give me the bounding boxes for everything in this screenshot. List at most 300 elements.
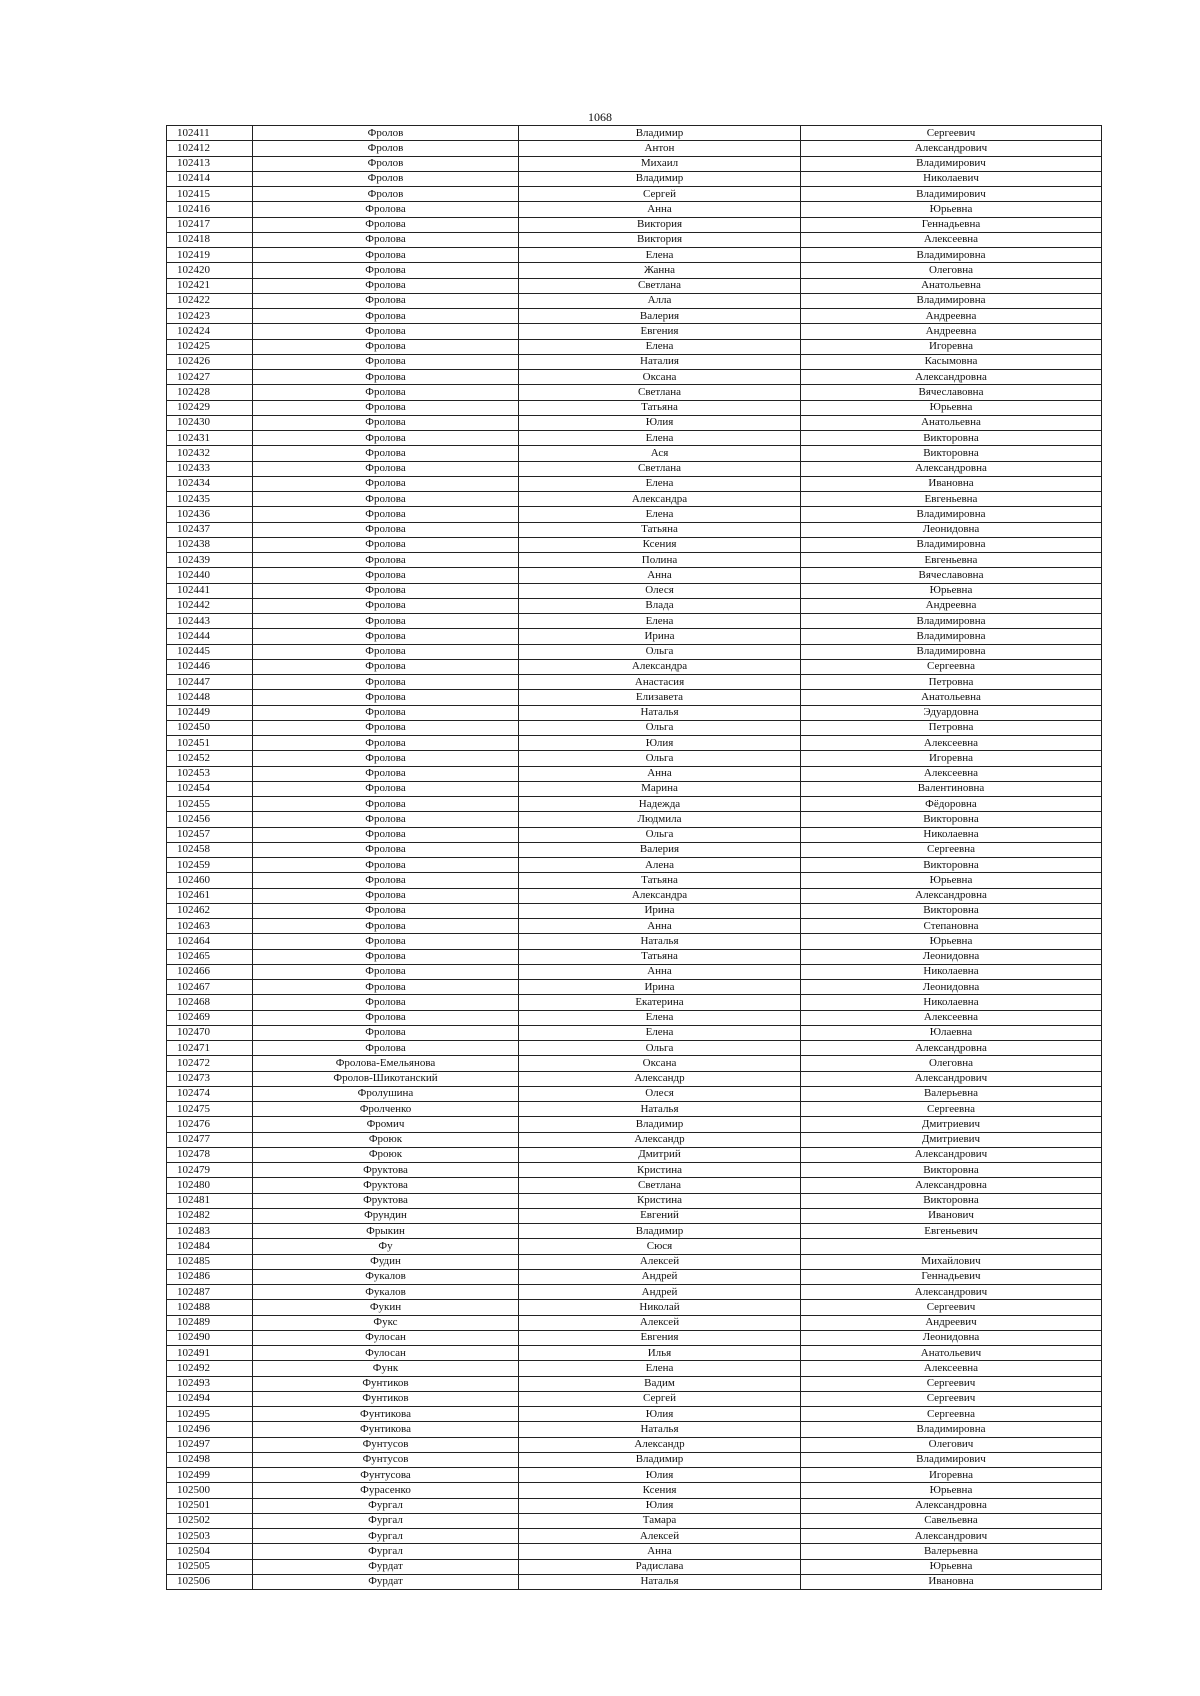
table-row bbox=[167, 659, 1102, 674]
first-name-cell: Татьяна bbox=[519, 949, 801, 964]
record-number-cell: 102427 bbox=[167, 370, 253, 385]
table-row bbox=[167, 1498, 1102, 1513]
last-name-cell: Фукс bbox=[253, 1315, 519, 1330]
record-number-cell: 102483 bbox=[167, 1224, 253, 1239]
patronymic-cell: Николаевна bbox=[801, 827, 1102, 842]
last-name-cell: Фролова bbox=[253, 614, 519, 629]
last-name-cell: Фролова bbox=[253, 461, 519, 476]
patronymic-cell: Олегович bbox=[801, 1437, 1102, 1452]
record-number-cell: 102416 bbox=[167, 202, 253, 217]
patronymic-cell: Николаевна bbox=[801, 995, 1102, 1010]
table-row bbox=[167, 385, 1102, 400]
table-row bbox=[167, 1422, 1102, 1437]
table-row bbox=[167, 903, 1102, 918]
last-name-cell: Фролова bbox=[253, 598, 519, 613]
first-name-cell: Анна bbox=[519, 568, 801, 583]
first-name-cell: Александра bbox=[519, 659, 801, 674]
patronymic-cell: Александрович bbox=[801, 141, 1102, 156]
record-number-cell: 102471 bbox=[167, 1041, 253, 1056]
last-name-cell: Фрыкин bbox=[253, 1224, 519, 1239]
patronymic-cell: Михайлович bbox=[801, 1254, 1102, 1269]
patronymic-cell: Юрьевна bbox=[801, 1483, 1102, 1498]
last-name-cell: Фролова bbox=[253, 553, 519, 568]
record-number-cell: 102422 bbox=[167, 293, 253, 308]
first-name-cell: Сергей bbox=[519, 187, 801, 202]
last-name-cell: Фролова bbox=[253, 278, 519, 293]
last-name-cell: Фромич bbox=[253, 1117, 519, 1132]
table-row bbox=[167, 873, 1102, 888]
table-row bbox=[167, 415, 1102, 430]
patronymic-cell: Анатольевна bbox=[801, 415, 1102, 430]
record-number-cell: 102482 bbox=[167, 1208, 253, 1223]
patronymic-cell: Леонидовна bbox=[801, 949, 1102, 964]
patronymic-cell: Юрьевна bbox=[801, 202, 1102, 217]
record-number-cell: 102498 bbox=[167, 1452, 253, 1467]
first-name-cell: Елена bbox=[519, 339, 801, 354]
last-name-cell: Фролова bbox=[253, 476, 519, 491]
first-name-cell: Наталья bbox=[519, 705, 801, 720]
table-row bbox=[167, 1346, 1102, 1361]
last-name-cell: Фрундин bbox=[253, 1208, 519, 1223]
table-row bbox=[167, 400, 1102, 415]
patronymic-cell: Владимировна bbox=[801, 507, 1102, 522]
first-name-cell: Наталья bbox=[519, 1422, 801, 1437]
record-number-cell: 102428 bbox=[167, 385, 253, 400]
patronymic-cell: Валентиновна bbox=[801, 781, 1102, 796]
patronymic-cell: Игоревна bbox=[801, 339, 1102, 354]
last-name-cell: Фролова bbox=[253, 797, 519, 812]
record-number-cell: 102418 bbox=[167, 232, 253, 247]
first-name-cell: Евгения bbox=[519, 1330, 801, 1345]
first-name-cell: Александра bbox=[519, 888, 801, 903]
first-name-cell: Марина bbox=[519, 781, 801, 796]
first-name-cell: Елена bbox=[519, 614, 801, 629]
last-name-cell: Фролова bbox=[253, 339, 519, 354]
last-name-cell: Фролова bbox=[253, 1041, 519, 1056]
table-row bbox=[167, 934, 1102, 949]
table-row bbox=[167, 278, 1102, 293]
first-name-cell: Наталия bbox=[519, 354, 801, 369]
patronymic-cell: Николаевна bbox=[801, 964, 1102, 979]
patronymic-cell: Андреевич bbox=[801, 1315, 1102, 1330]
first-name-cell: Виктория bbox=[519, 217, 801, 232]
last-name-cell: Фролова bbox=[253, 248, 519, 263]
last-name-cell: Фролов bbox=[253, 187, 519, 202]
last-name-cell: Фролова bbox=[253, 354, 519, 369]
patronymic-cell: Савельевна bbox=[801, 1513, 1102, 1528]
first-name-cell: Елена bbox=[519, 1025, 801, 1040]
first-name-cell: Радислава bbox=[519, 1559, 801, 1574]
table-row bbox=[167, 1025, 1102, 1040]
record-number-cell: 102440 bbox=[167, 568, 253, 583]
first-name-cell: Николай bbox=[519, 1300, 801, 1315]
table-row bbox=[167, 1224, 1102, 1239]
last-name-cell: Фургал bbox=[253, 1544, 519, 1559]
record-number-cell: 102504 bbox=[167, 1544, 253, 1559]
patronymic-cell: Вячеславовна bbox=[801, 568, 1102, 583]
last-name-cell: Фролова bbox=[253, 842, 519, 857]
table-row bbox=[167, 797, 1102, 812]
patronymic-cell: Викторовна bbox=[801, 446, 1102, 461]
last-name-cell: Фролова bbox=[253, 232, 519, 247]
patronymic-cell: Юрьевна bbox=[801, 400, 1102, 415]
record-number-cell: 102425 bbox=[167, 339, 253, 354]
record-number-cell: 102436 bbox=[167, 507, 253, 522]
table-row bbox=[167, 736, 1102, 751]
last-name-cell: Фурасенко bbox=[253, 1483, 519, 1498]
first-name-cell: Екатерина bbox=[519, 995, 801, 1010]
table-row bbox=[167, 980, 1102, 995]
record-number-cell: 102497 bbox=[167, 1437, 253, 1452]
record-number-cell: 102490 bbox=[167, 1330, 253, 1345]
patronymic-cell: Андреевна bbox=[801, 324, 1102, 339]
first-name-cell: Надежда bbox=[519, 797, 801, 812]
table-row bbox=[167, 705, 1102, 720]
first-name-cell: Антон bbox=[519, 141, 801, 156]
table-row bbox=[167, 1071, 1102, 1086]
record-number-cell: 102472 bbox=[167, 1056, 253, 1071]
record-number-cell: 102494 bbox=[167, 1391, 253, 1406]
first-name-cell: Владимир bbox=[519, 171, 801, 186]
table-row bbox=[167, 156, 1102, 171]
patronymic-cell: Владимировна bbox=[801, 293, 1102, 308]
first-name-cell: Анна bbox=[519, 1544, 801, 1559]
table-row bbox=[167, 751, 1102, 766]
record-number-cell: 102423 bbox=[167, 309, 253, 324]
first-name-cell: Оксана bbox=[519, 1056, 801, 1071]
patronymic-cell: Александровна bbox=[801, 1498, 1102, 1513]
record-number-cell: 102485 bbox=[167, 1254, 253, 1269]
first-name-cell: Ирина bbox=[519, 980, 801, 995]
table-row bbox=[167, 324, 1102, 339]
table-row bbox=[167, 888, 1102, 903]
table-row bbox=[167, 431, 1102, 446]
patronymic-cell: Олеговна bbox=[801, 1056, 1102, 1071]
patronymic-cell: Степановна bbox=[801, 919, 1102, 934]
table-row bbox=[167, 781, 1102, 796]
table-row bbox=[167, 1330, 1102, 1345]
table-row bbox=[167, 1483, 1102, 1498]
first-name-cell: Анна bbox=[519, 919, 801, 934]
patronymic-cell: Алексеевна bbox=[801, 232, 1102, 247]
first-name-cell: Юлия bbox=[519, 1468, 801, 1483]
first-name-cell: Валерия bbox=[519, 309, 801, 324]
table-row bbox=[167, 476, 1102, 491]
last-name-cell: Фунтиков bbox=[253, 1391, 519, 1406]
table-row bbox=[167, 644, 1102, 659]
first-name-cell: Олеся bbox=[519, 1086, 801, 1101]
first-name-cell: Ольга bbox=[519, 720, 801, 735]
table-row bbox=[167, 1468, 1102, 1483]
table-row bbox=[167, 1254, 1102, 1269]
first-name-cell: Ксения bbox=[519, 1483, 801, 1498]
record-number-cell: 102477 bbox=[167, 1132, 253, 1147]
record-number-cell: 102438 bbox=[167, 537, 253, 552]
table-row bbox=[167, 827, 1102, 842]
table-row bbox=[167, 842, 1102, 857]
last-name-cell: Фролова bbox=[253, 324, 519, 339]
last-name-cell: Фруктова bbox=[253, 1163, 519, 1178]
patronymic-cell: Владимирович bbox=[801, 187, 1102, 202]
first-name-cell: Наталья bbox=[519, 1102, 801, 1117]
record-number-cell: 102457 bbox=[167, 827, 253, 842]
last-name-cell: Фролова bbox=[253, 492, 519, 507]
last-name-cell: Фролова bbox=[253, 705, 519, 720]
record-number-cell: 102475 bbox=[167, 1102, 253, 1117]
first-name-cell: Светлана bbox=[519, 461, 801, 476]
first-name-cell: Алена bbox=[519, 858, 801, 873]
last-name-cell: Фу bbox=[253, 1239, 519, 1254]
first-name-cell: Влада bbox=[519, 598, 801, 613]
table-row bbox=[167, 598, 1102, 613]
patronymic-cell: Александровна bbox=[801, 1041, 1102, 1056]
table-row bbox=[167, 339, 1102, 354]
record-number-cell: 102463 bbox=[167, 919, 253, 934]
first-name-cell: Андрей bbox=[519, 1269, 801, 1284]
last-name-cell: Фролова bbox=[253, 644, 519, 659]
first-name-cell: Юлия bbox=[519, 1407, 801, 1422]
record-number-cell: 102502 bbox=[167, 1513, 253, 1528]
table-row bbox=[167, 1010, 1102, 1025]
patronymic-cell: Викторовна bbox=[801, 431, 1102, 446]
last-name-cell: Фукин bbox=[253, 1300, 519, 1315]
table-row bbox=[167, 1041, 1102, 1056]
table-row bbox=[167, 1239, 1102, 1254]
first-name-cell: Ася bbox=[519, 446, 801, 461]
last-name-cell: Фролова bbox=[253, 949, 519, 964]
table-row bbox=[167, 1315, 1102, 1330]
table-row bbox=[167, 1269, 1102, 1284]
patronymic-cell: Сергеевна bbox=[801, 1407, 1102, 1422]
table-row bbox=[167, 309, 1102, 324]
record-number-cell: 102469 bbox=[167, 1010, 253, 1025]
patronymic-cell: Алексеевна bbox=[801, 1010, 1102, 1025]
record-number-cell: 102503 bbox=[167, 1529, 253, 1544]
last-name-cell: Фролова bbox=[253, 720, 519, 735]
first-name-cell: Андрей bbox=[519, 1285, 801, 1300]
table-row bbox=[167, 1574, 1102, 1589]
record-number-cell: 102458 bbox=[167, 842, 253, 857]
patronymic-cell: Александрович bbox=[801, 1071, 1102, 1086]
table-row bbox=[167, 446, 1102, 461]
last-name-cell: Фудин bbox=[253, 1254, 519, 1269]
record-number-cell: 102441 bbox=[167, 583, 253, 598]
record-number-cell: 102478 bbox=[167, 1147, 253, 1162]
patronymic-cell: Юрьевна bbox=[801, 873, 1102, 888]
patronymic-cell: Анатольевна bbox=[801, 690, 1102, 705]
patronymic-cell: Евгеньевна bbox=[801, 553, 1102, 568]
patronymic-cell: Александрович bbox=[801, 1285, 1102, 1300]
last-name-cell: Фролова bbox=[253, 736, 519, 751]
last-name-cell: Фунтиков bbox=[253, 1376, 519, 1391]
last-name-cell: Фукалов bbox=[253, 1269, 519, 1284]
patronymic-cell: Анатольевич bbox=[801, 1346, 1102, 1361]
last-name-cell: Фролова bbox=[253, 431, 519, 446]
first-name-cell: Анна bbox=[519, 766, 801, 781]
first-name-cell: Ольга bbox=[519, 644, 801, 659]
patronymic-cell: Вячеславовна bbox=[801, 385, 1102, 400]
record-number-cell: 102484 bbox=[167, 1239, 253, 1254]
patronymic-cell: Сергеевна bbox=[801, 842, 1102, 857]
last-name-cell: Фролушина bbox=[253, 1086, 519, 1101]
table-row bbox=[167, 202, 1102, 217]
patronymic-cell: Александрович bbox=[801, 1147, 1102, 1162]
patronymic-cell: Фёдоровна bbox=[801, 797, 1102, 812]
patronymic-cell: Дмитриевич bbox=[801, 1132, 1102, 1147]
last-name-cell: Фролова bbox=[253, 446, 519, 461]
first-name-cell: Александр bbox=[519, 1132, 801, 1147]
first-name-cell: Алла bbox=[519, 293, 801, 308]
record-number-cell: 102465 bbox=[167, 949, 253, 964]
first-name-cell: Кристина bbox=[519, 1193, 801, 1208]
last-name-cell: Фролова bbox=[253, 309, 519, 324]
last-name-cell: Фролова bbox=[253, 751, 519, 766]
table-row bbox=[167, 187, 1102, 202]
last-name-cell: Фролова bbox=[253, 781, 519, 796]
table-row bbox=[167, 964, 1102, 979]
record-number-cell: 102466 bbox=[167, 964, 253, 979]
table-row bbox=[167, 141, 1102, 156]
last-name-cell: Фролова bbox=[253, 858, 519, 873]
patronymic-cell: Владимировна bbox=[801, 248, 1102, 263]
last-name-cell: Фролов-Шикотанский bbox=[253, 1071, 519, 1086]
first-name-cell: Александра bbox=[519, 492, 801, 507]
record-number-cell: 102414 bbox=[167, 171, 253, 186]
patronymic-cell: Сергеевна bbox=[801, 659, 1102, 674]
first-name-cell: Илья bbox=[519, 1346, 801, 1361]
patronymic-cell: Владимировна bbox=[801, 1422, 1102, 1437]
last-name-cell: Фролова bbox=[253, 873, 519, 888]
first-name-cell: Анастасия bbox=[519, 675, 801, 690]
record-number-cell: 102420 bbox=[167, 263, 253, 278]
table-row bbox=[167, 1544, 1102, 1559]
record-number-cell: 102454 bbox=[167, 781, 253, 796]
last-name-cell: Фролова bbox=[253, 537, 519, 552]
record-number-cell: 102501 bbox=[167, 1498, 253, 1513]
patronymic-cell: Владимирович bbox=[801, 1452, 1102, 1467]
last-name-cell: Фролова bbox=[253, 263, 519, 278]
patronymic-cell: Сергеевич bbox=[801, 126, 1102, 141]
first-name-cell: Юлия bbox=[519, 415, 801, 430]
record-number-cell: 102461 bbox=[167, 888, 253, 903]
patronymic-cell: Викторовна bbox=[801, 1163, 1102, 1178]
first-name-cell: Олеся bbox=[519, 583, 801, 598]
first-name-cell: Елена bbox=[519, 248, 801, 263]
first-name-cell: Ольга bbox=[519, 827, 801, 842]
table-row bbox=[167, 126, 1102, 141]
table-row bbox=[167, 1529, 1102, 1544]
first-name-cell: Евгения bbox=[519, 324, 801, 339]
first-name-cell: Полина bbox=[519, 553, 801, 568]
record-number-cell: 102437 bbox=[167, 522, 253, 537]
first-name-cell: Наталья bbox=[519, 934, 801, 949]
record-number-cell: 102493 bbox=[167, 1376, 253, 1391]
table-row bbox=[167, 1132, 1102, 1147]
last-name-cell: Фролова bbox=[253, 293, 519, 308]
record-number-cell: 102480 bbox=[167, 1178, 253, 1193]
table-row bbox=[167, 370, 1102, 385]
table-row bbox=[167, 1193, 1102, 1208]
patronymic-cell: Леонидовна bbox=[801, 980, 1102, 995]
record-number-cell: 102412 bbox=[167, 141, 253, 156]
table-row bbox=[167, 1102, 1102, 1117]
last-name-cell: Фролова bbox=[253, 980, 519, 995]
first-name-cell: Сюся bbox=[519, 1239, 801, 1254]
patronymic-cell: Евгеньевна bbox=[801, 492, 1102, 507]
patronymic-cell: Анатольевна bbox=[801, 278, 1102, 293]
last-name-cell: Фургал bbox=[253, 1498, 519, 1513]
patronymic-cell: Владимирович bbox=[801, 156, 1102, 171]
last-name-cell: Фунтусов bbox=[253, 1437, 519, 1452]
last-name-cell: Фролченко bbox=[253, 1102, 519, 1117]
record-number-cell: 102442 bbox=[167, 598, 253, 613]
record-number-cell: 102491 bbox=[167, 1346, 253, 1361]
table-row bbox=[167, 629, 1102, 644]
last-name-cell: Фроюк bbox=[253, 1147, 519, 1162]
last-name-cell: Фролова bbox=[253, 385, 519, 400]
patronymic-cell: Олеговна bbox=[801, 263, 1102, 278]
table-row bbox=[167, 1285, 1102, 1300]
record-number-cell: 102467 bbox=[167, 980, 253, 995]
table-row bbox=[167, 248, 1102, 263]
record-number-cell: 102445 bbox=[167, 644, 253, 659]
first-name-cell: Елена bbox=[519, 1010, 801, 1025]
first-name-cell: Татьяна bbox=[519, 522, 801, 537]
last-name-cell: Фролова bbox=[253, 217, 519, 232]
last-name-cell: Фролова bbox=[253, 888, 519, 903]
last-name-cell: Фролова bbox=[253, 1010, 519, 1025]
table-row bbox=[167, 720, 1102, 735]
patronymic-cell: Игоревна bbox=[801, 751, 1102, 766]
first-name-cell: Светлана bbox=[519, 278, 801, 293]
table-row bbox=[167, 919, 1102, 934]
patronymic-cell: Сергеевич bbox=[801, 1391, 1102, 1406]
record-number-cell: 102429 bbox=[167, 400, 253, 415]
last-name-cell: Фролова bbox=[253, 903, 519, 918]
record-number-cell: 102488 bbox=[167, 1300, 253, 1315]
patronymic-cell: Александровна bbox=[801, 888, 1102, 903]
page-number: 1068 bbox=[588, 110, 612, 124]
patronymic-cell: Геннадьевна bbox=[801, 217, 1102, 232]
table-row bbox=[167, 568, 1102, 583]
first-name-cell: Юлия bbox=[519, 736, 801, 751]
patronymic-cell: Ивановна bbox=[801, 1574, 1102, 1589]
last-name-cell: Фунтикова bbox=[253, 1422, 519, 1437]
last-name-cell: Фролова bbox=[253, 370, 519, 385]
record-number-cell: 102432 bbox=[167, 446, 253, 461]
record-number-cell: 102452 bbox=[167, 751, 253, 766]
first-name-cell: Александр bbox=[519, 1071, 801, 1086]
last-name-cell: Фролова bbox=[253, 400, 519, 415]
first-name-cell: Ольга bbox=[519, 751, 801, 766]
last-name-cell: Фролова bbox=[253, 919, 519, 934]
patronymic-cell: Игоревна bbox=[801, 1468, 1102, 1483]
table-row bbox=[167, 171, 1102, 186]
record-number-cell: 102433 bbox=[167, 461, 253, 476]
first-name-cell: Татьяна bbox=[519, 400, 801, 415]
table-row bbox=[167, 1086, 1102, 1101]
last-name-cell: Фроюк bbox=[253, 1132, 519, 1147]
record-number-cell: 102462 bbox=[167, 903, 253, 918]
patronymic-cell: Николаевич bbox=[801, 171, 1102, 186]
last-name-cell: Фурдат bbox=[253, 1559, 519, 1574]
first-name-cell: Валерия bbox=[519, 842, 801, 857]
first-name-cell: Виктория bbox=[519, 232, 801, 247]
record-number-cell: 102451 bbox=[167, 736, 253, 751]
table-row bbox=[167, 1513, 1102, 1528]
last-name-cell: Фролов bbox=[253, 171, 519, 186]
table-row bbox=[167, 492, 1102, 507]
